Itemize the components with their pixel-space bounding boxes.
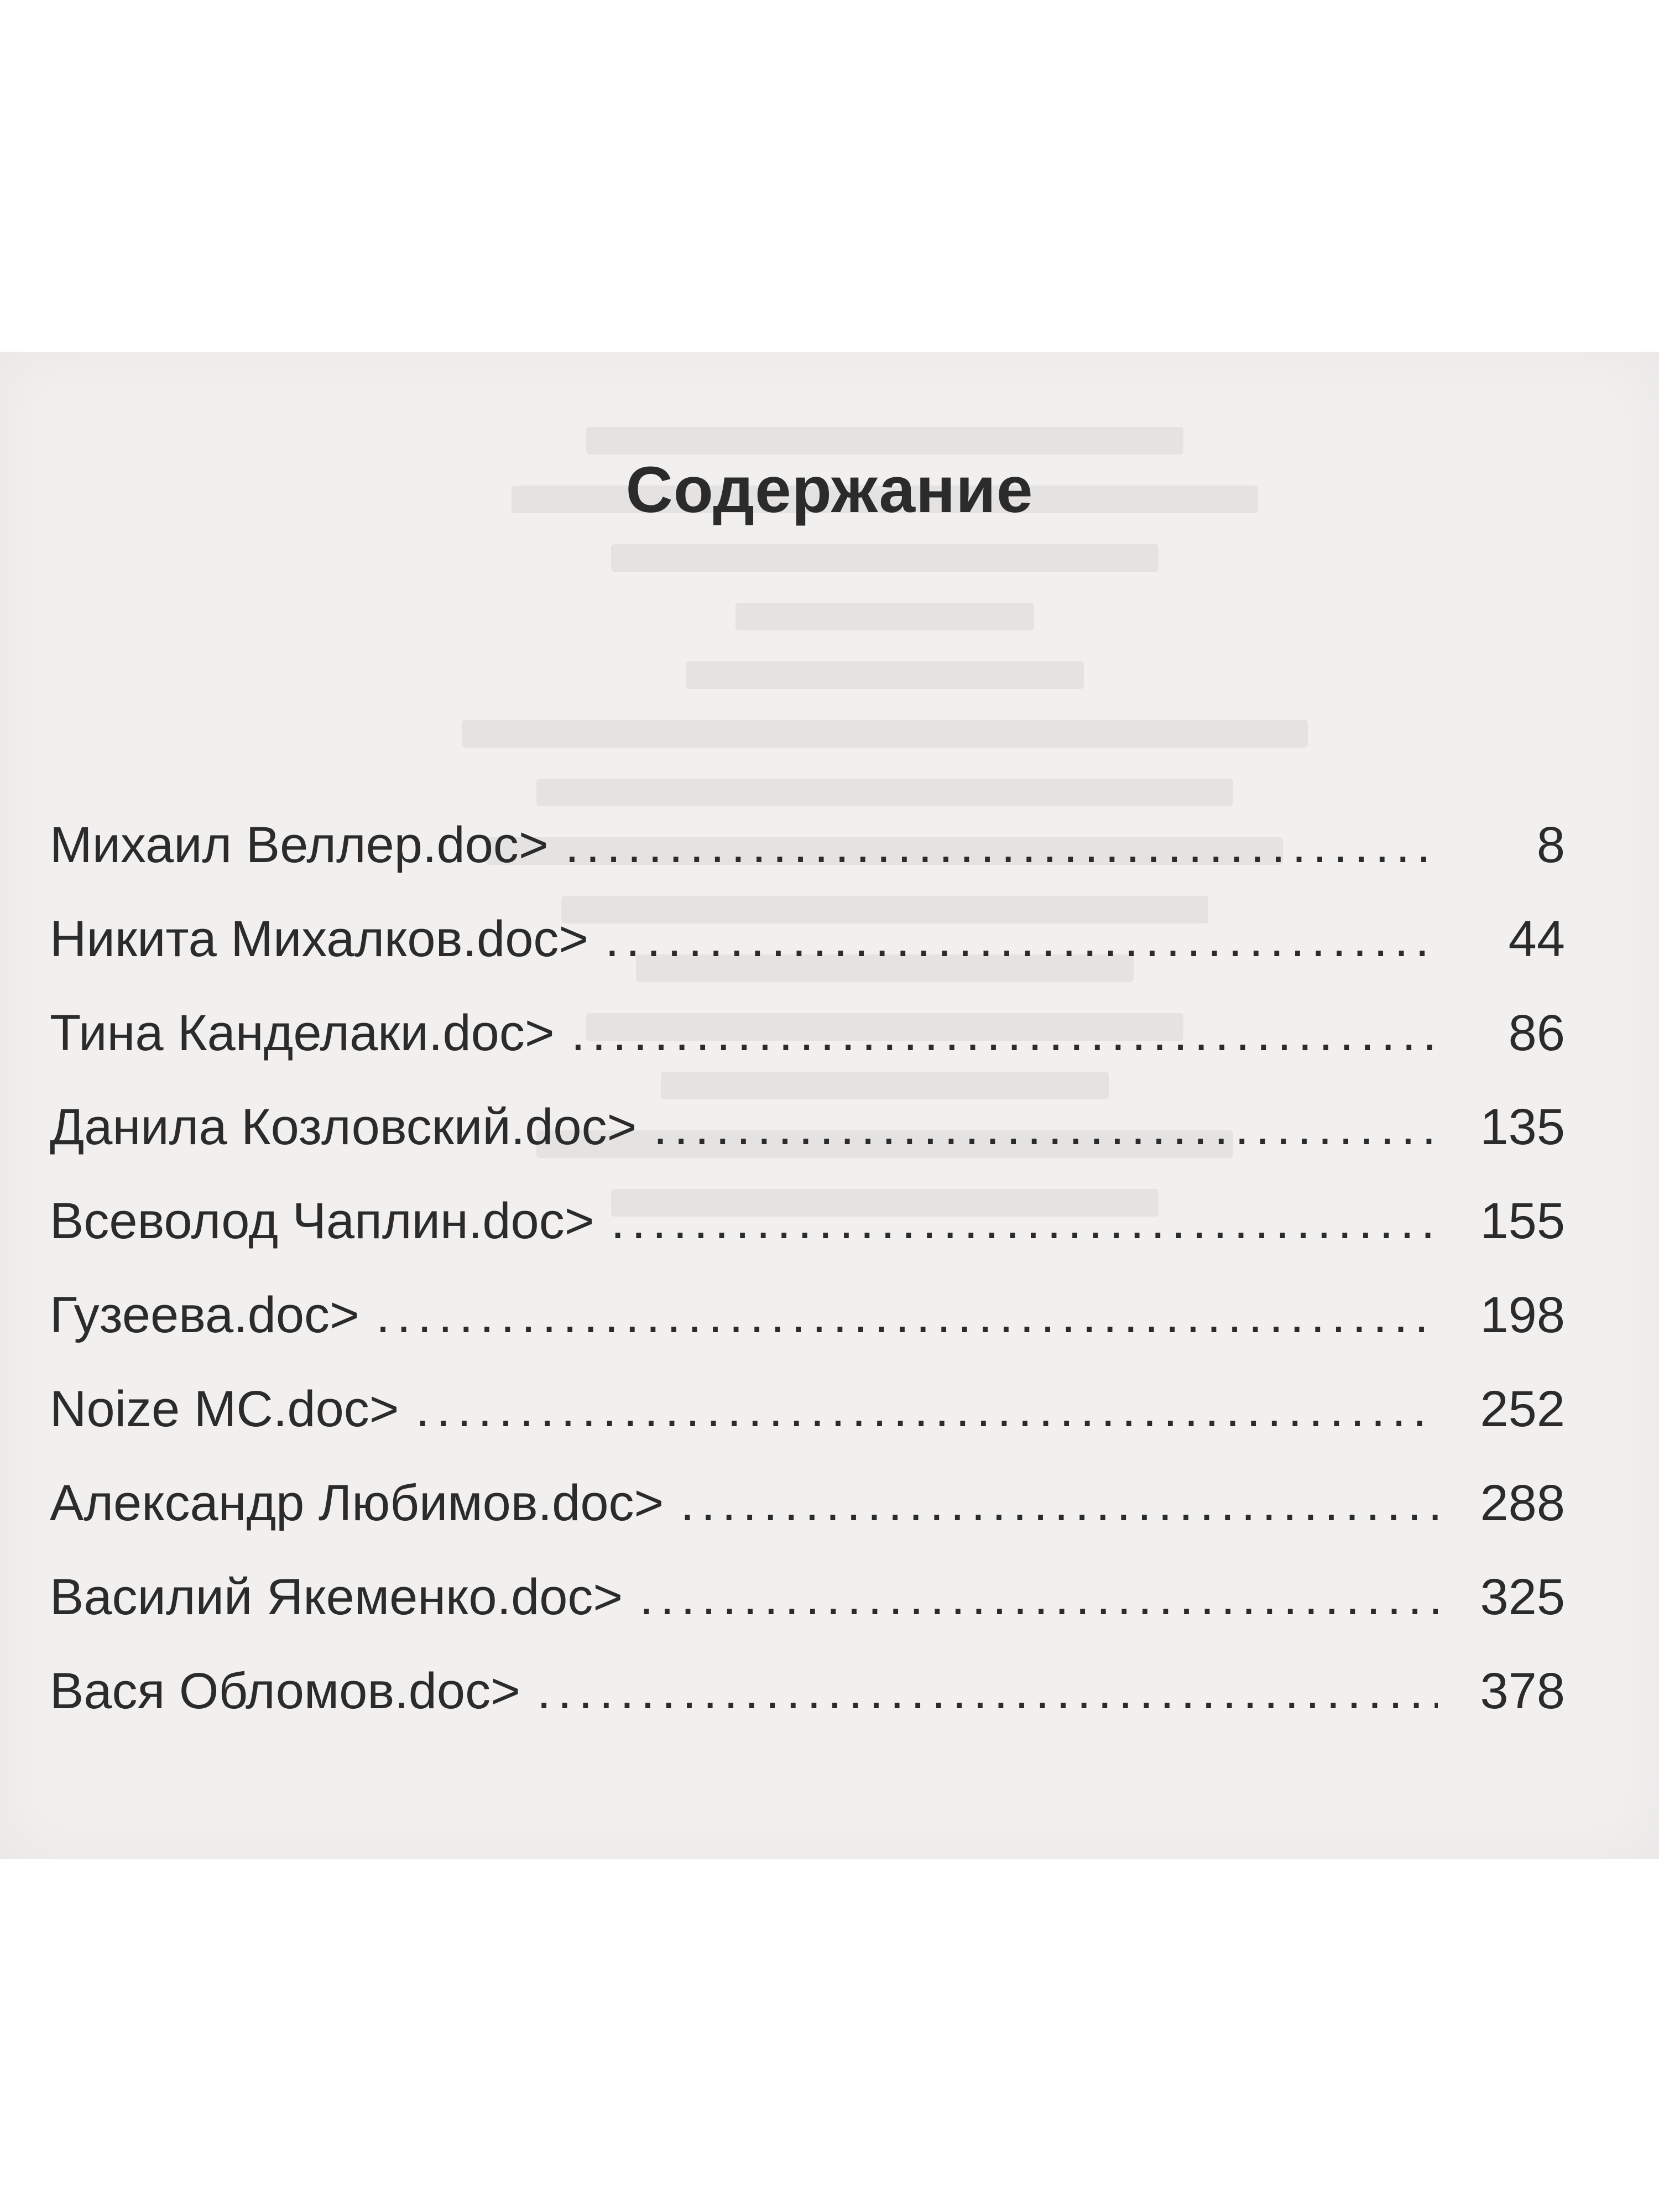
toc-entry [50, 1192, 1565, 1286]
toc-entry [50, 1380, 1565, 1474]
toc-entry-name: Тина Канделаки.doc> [50, 1005, 555, 1061]
toc-entry-name: Василий Якеменко.doc> [50, 1569, 623, 1625]
toc-entry-name: Михаил Веллер.doc> [50, 817, 549, 873]
dot-leader [680, 1474, 1438, 1532]
toc-entry [50, 1286, 1565, 1380]
toc-entry-name: Гузеева.doc> [50, 1287, 359, 1343]
toc-entry-page: 252 [1480, 1381, 1565, 1437]
toc-entry-name: Вася Обломов.doc> [50, 1663, 520, 1719]
toc-entry-page: 135 [1480, 1099, 1565, 1155]
page-title: Содержание [625, 453, 1034, 526]
dot-leader [415, 1380, 1438, 1438]
dot-leader [537, 1662, 1438, 1720]
toc-entry-page: 86 [1508, 1005, 1565, 1061]
toc-entry [50, 1098, 1565, 1192]
toc-entry [50, 1662, 1565, 1756]
toc-entry-name: Никита Михалков.doc> [50, 911, 589, 967]
toc-entry [50, 1568, 1565, 1662]
toc-entry-page: 325 [1480, 1569, 1565, 1625]
toc-entry [50, 1474, 1565, 1568]
toc-entry [50, 1004, 1565, 1098]
toc-entry-page: 198 [1480, 1287, 1565, 1343]
toc-entry-page: 8 [1536, 817, 1565, 873]
toc-entry-name: Всеволод Чаплин.doc> [50, 1193, 594, 1249]
dot-leader [653, 1098, 1438, 1156]
dot-leader [571, 1004, 1438, 1062]
table-of-contents [50, 816, 1565, 1756]
dot-leader [565, 816, 1438, 874]
book-page [0, 352, 1659, 1859]
toc-entry-name: Noize MC.doc> [50, 1381, 399, 1437]
toc-entry-page: 44 [1508, 911, 1565, 967]
toc-entry-page: 155 [1480, 1193, 1565, 1249]
toc-entry [50, 910, 1565, 1004]
toc-entry-page: 288 [1480, 1475, 1565, 1531]
toc-entry [50, 816, 1565, 910]
dot-leader [611, 1192, 1438, 1250]
dot-leader [376, 1286, 1438, 1344]
toc-entry-name: Данила Козловский.doc> [50, 1099, 637, 1155]
dot-leader [639, 1568, 1438, 1626]
toc-entry-name: Александр Любимов.doc> [50, 1475, 664, 1531]
toc-entry-page: 378 [1480, 1663, 1565, 1719]
dot-leader [605, 910, 1438, 968]
